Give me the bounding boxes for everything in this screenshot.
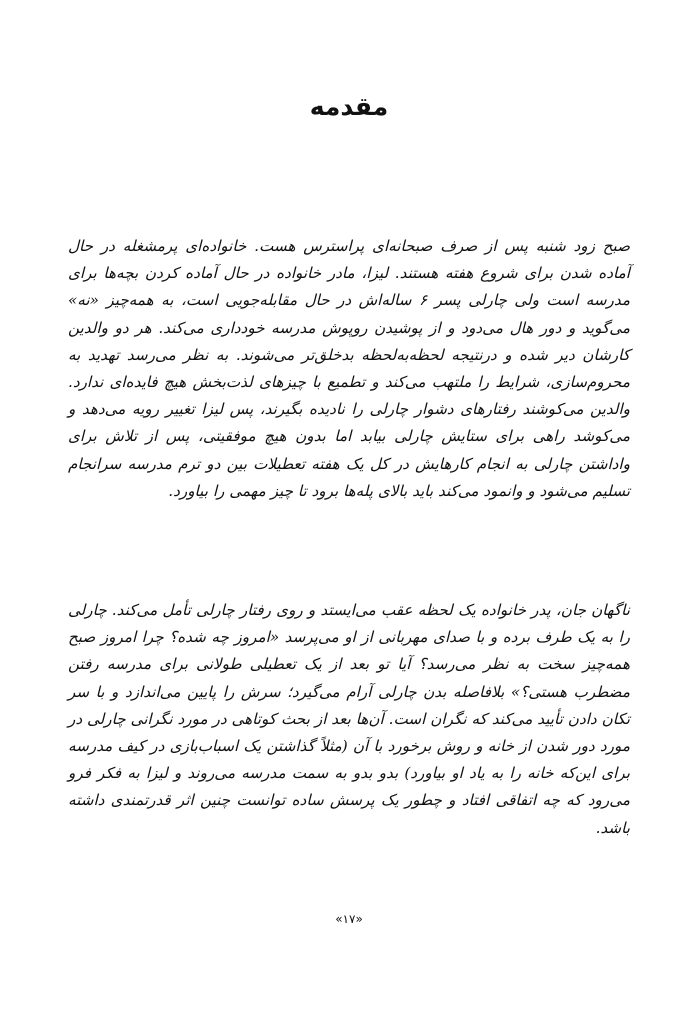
paragraph-2: ناگهان جان، پدر خانواده یک لحظه عقب می‌ایستد و روی رفتار چارلی تأمل می‌کند. چارلی را به یک طرف برده و با صدای مهربانی از او می‌پرسد «امروز چه شده؟ چرا امروز صبح همه‌چیز سخت به نظر می‌رسد؟ آیا تو بعد از یک تعطیلی طولانی برای مدرسه رفتن مضطرب هستی؟» بلافاصله بدن چارلی آرام می‌گیرد؛ سرش را پایین می‌اندازد و با سر تکان دادن تأیید می‌کند که نگران است. آن‌ها بعد از بحث کوتاهی در مورد نگرانی چارلی در مورد دور شدن از خانه و روش برخورد با آن (مثلاً گذاشتن یک اسباب‌بازی در کیف مدرسه برای این‌که خانه را به یاد او بیاورد) بدو بدو به سمت مدرسه می‌روند و لیزا به فکر فرو می‌رود که چه اتفاقی افتاد و چطور یک پرسش ساده توانست چنین اثر قدرتمندی داشته باشد.	[68, 601, 630, 837]
chapter-title: مقدمه	[309, 92, 389, 121]
page-number: «۱۷»	[335, 912, 363, 926]
paragraph-1: صبح زود شنبه پس از صرف صبحانه‌ای پراسترس هست. خانواده‌ای پرمشغله در حال آماده شدن برای شروع هفته هستند. لیزا، مادر خانواده در حال آماده کردن بچه‌ها برای مدرسه است ولی چارلی پسر ۶ ساله‌اش در حال مقابله‌جویی است، به همه‌چیز «نه» می‌گوید و دور هال می‌دود و از پوشیدن روپوش مدرسه خودداری می‌کند. هر دو والدین کارشان دیر شده و درنتیجه لحظه‌به‌لحظه بدخلق‌تر می‌شوند. به نظر می‌رسد تهدید به محروم‌سازی، شرایط را ملتهب می‌کند و تطمیع با چیزهای لذت‌بخش هیچ فایده‌ای ندارد. والدین می‌کوشند رفتارهای دشوار چارلی را نادیده بگیرند، پس لیزا تغییر رویه می‌دهد و می‌کوشد راهی برای ستایش چارلی بیابد اما بدون هیچ موفقیتی، پس از تلاش برای واداشتن چارلی به انجام کارهایش در کل یک هفته تعطیلات بین دو ترم مدرسه سرانجام تسلیم می‌شود و وانمود می‌کند باید بالای پله‌ها برود تا چیز مهمی را بیاورد.	[68, 237, 630, 500]
